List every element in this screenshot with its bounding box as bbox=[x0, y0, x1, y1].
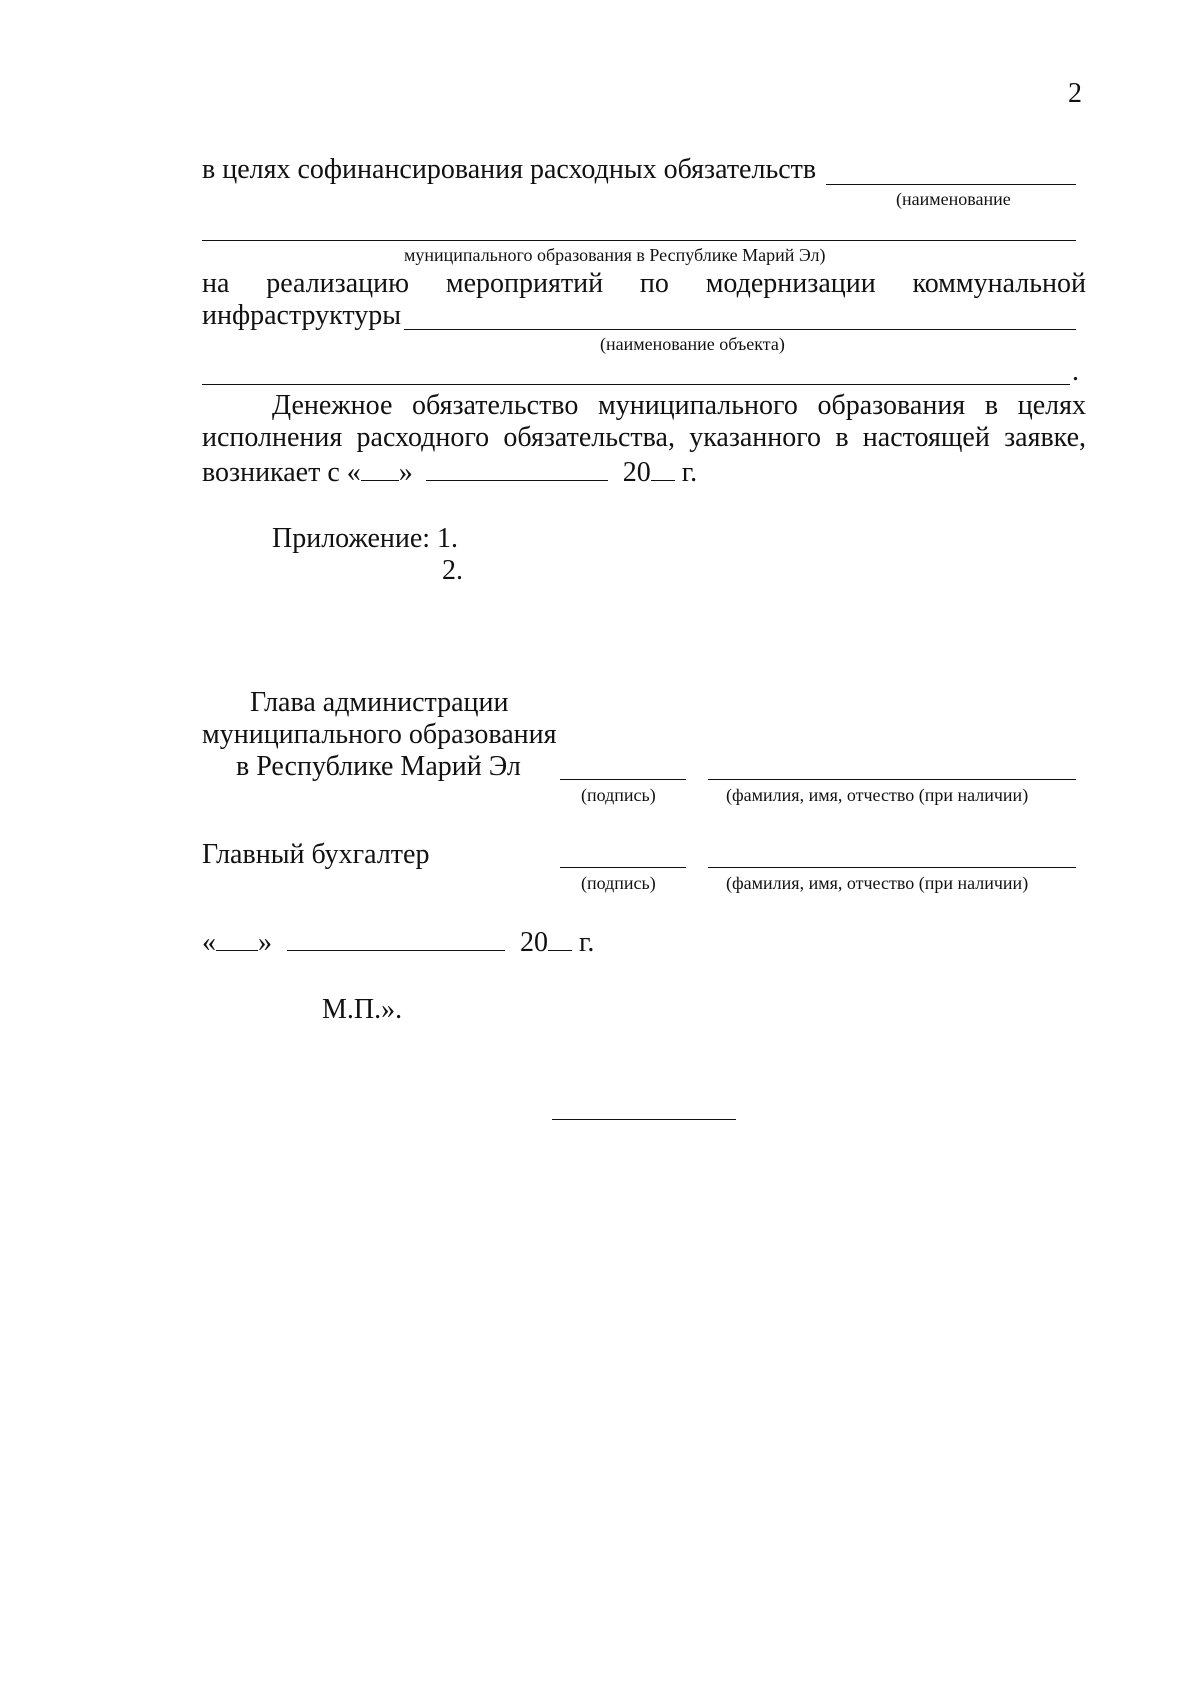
word: модернизации bbox=[705, 268, 876, 299]
date-open: возникает с « bbox=[202, 457, 361, 488]
head-signature-blank bbox=[560, 779, 686, 780]
blank-day bbox=[216, 926, 258, 951]
date-open-quote: « bbox=[202, 927, 216, 958]
date-close-quote: » bbox=[258, 927, 272, 958]
purpose-line-2 bbox=[202, 268, 1086, 300]
accountant-label: Главный бухгалтер bbox=[202, 839, 430, 870]
word: по bbox=[639, 268, 669, 299]
end-dot: . bbox=[1072, 356, 1079, 387]
caption-municipality: муниципального образования в Республике Марий Эл) bbox=[404, 245, 826, 265]
head-title-line-1: Глава администрации bbox=[250, 687, 509, 718]
head-signature-caption: (подпись) bbox=[581, 785, 656, 805]
accountant-name-blank bbox=[708, 867, 1076, 868]
blank-month bbox=[287, 926, 505, 951]
date-line bbox=[202, 926, 594, 959]
blank-month bbox=[426, 456, 608, 481]
year-prefix: 20 bbox=[622, 457, 651, 488]
caption-object: (наименование объекта) bbox=[600, 334, 785, 354]
attachments-label: Приложение: 1. bbox=[272, 523, 459, 554]
word: реализацию bbox=[266, 268, 410, 299]
accountant-name-caption: (фамилия, имя, отчество (при наличии) bbox=[726, 873, 1029, 893]
caption-naimenovanie: (наименование bbox=[896, 189, 1011, 209]
date-year-suffix: г. bbox=[579, 927, 595, 958]
head-title-line-2: муниципального образования bbox=[202, 719, 557, 750]
purpose-line: в целях софинансирования расходных обязательств bbox=[202, 154, 817, 185]
head-title-line-3: в Республике Марий Эл bbox=[236, 751, 521, 782]
date-year-prefix: 20 bbox=[520, 927, 548, 958]
word: мероприятий bbox=[445, 268, 604, 299]
head-name-blank bbox=[708, 779, 1076, 780]
blank-day bbox=[361, 456, 399, 481]
accountant-signature-caption: (подпись) bbox=[581, 873, 656, 893]
infrastructure-label: инфраструктуры bbox=[202, 300, 402, 331]
blank-year bbox=[548, 926, 572, 951]
obligation-line-1: Денежное обязательство муниципального образования в целях bbox=[272, 390, 1086, 421]
blank-object-name-1 bbox=[404, 329, 1076, 330]
stamp-place: М.П.». bbox=[322, 994, 403, 1025]
blank-year bbox=[651, 456, 675, 481]
date-close: » bbox=[398, 457, 413, 488]
word: коммунальной bbox=[912, 268, 1086, 299]
attachment-item-2: 2. bbox=[442, 555, 463, 586]
head-name-caption: (фамилия, имя, отчество (при наличии) bbox=[726, 785, 1029, 805]
obligation-line-3 bbox=[202, 456, 697, 489]
accountant-signature-blank bbox=[560, 867, 686, 868]
end-rule bbox=[552, 1119, 736, 1120]
blank-municipality-name-2 bbox=[202, 240, 1076, 241]
word: на bbox=[202, 268, 230, 299]
blank-object-name-2 bbox=[202, 384, 1070, 385]
year-suffix: г. bbox=[681, 457, 698, 488]
obligation-line-2: исполнения расходного обязательства, указанного в настоящей заявке, bbox=[202, 422, 1086, 453]
blank-municipality-name-1 bbox=[826, 184, 1076, 185]
page-number: 2 bbox=[1068, 78, 1082, 109]
